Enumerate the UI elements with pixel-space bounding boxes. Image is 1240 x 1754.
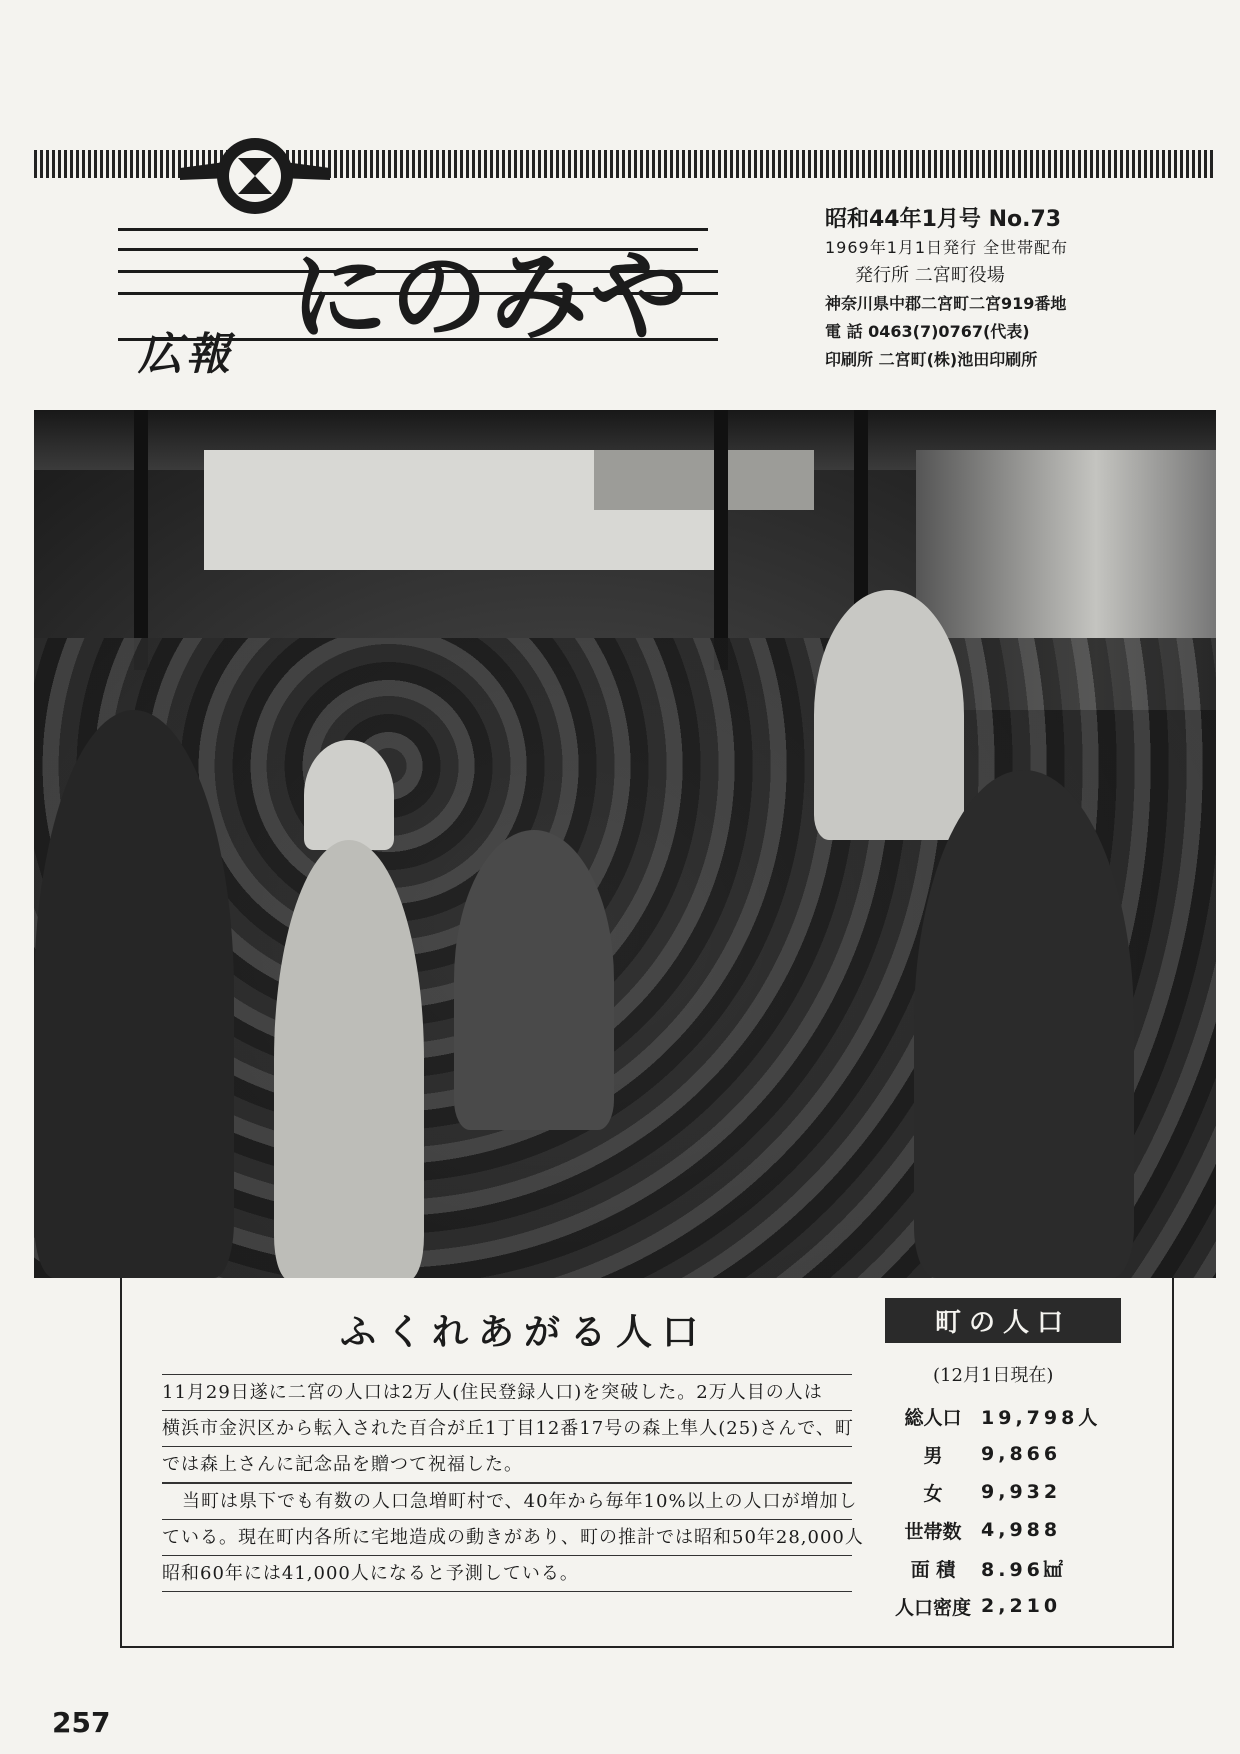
population-as-of: (12月1日現在) <box>933 1365 1054 1386</box>
publisher-phone: 電 話 0463(7)0767(代表) <box>825 322 1030 341</box>
article-body <box>162 1374 864 1592</box>
article-headline: ふくれあがる人口 <box>340 1311 709 1353</box>
population-label: 人口密度 <box>894 1596 971 1619</box>
issue-info <box>825 206 1215 374</box>
population-panel <box>885 1298 1155 1625</box>
population-row <box>885 1511 1155 1549</box>
population-value: 8.96㎢ <box>981 1558 1067 1581</box>
population-row <box>885 1435 1155 1473</box>
population-label: 総人口 <box>904 1406 962 1429</box>
population-label: 男 <box>923 1444 943 1467</box>
population-value: 9,866 <box>981 1443 1062 1465</box>
population-row <box>885 1587 1155 1625</box>
printer: 印刷所 二宮町(株)池田印刷所 <box>825 350 1038 369</box>
issue-date: 1969年1月1日発行 全世帯配布 <box>825 238 1069 257</box>
publisher-address: 神奈川県中郡二宮町二宮919番地 <box>825 294 1067 313</box>
article-paragraph <box>162 1483 864 1592</box>
article-line: 横浜市金沢区から転入された百合が丘1丁目12番17号の森上隼人(25)さんで、町 <box>162 1410 852 1446</box>
population-value: 2,210 <box>981 1595 1062 1617</box>
population-label: 女 <box>923 1482 943 1505</box>
population-label: 面 積 <box>910 1558 956 1581</box>
issue-number: 昭和44年1月号 No.73 <box>825 207 1062 232</box>
population-title: 町の人口 <box>885 1298 1121 1343</box>
population-value: 9,932 <box>981 1481 1062 1503</box>
station-crowd-photo <box>34 410 1216 1278</box>
population-row <box>885 1549 1155 1587</box>
article-line: 当町は県下でも有数の人口急増町村で、40年から毎年10%以上の人口が増加し <box>162 1483 852 1519</box>
masthead-title-small: 広報 <box>138 329 234 380</box>
population-label: 世帯数 <box>904 1520 962 1543</box>
page-number: 257 <box>52 1706 111 1739</box>
article-line: 11月29日遂に二宮の人口は2万人(住民登録人口)を突破した。2万人目の人は <box>162 1374 852 1410</box>
article-line: ている。現在町内各所に宅地造成の動きがあり、町の推計では昭和50年28,000人 <box>162 1519 852 1555</box>
masthead-title: にのみや <box>290 240 691 354</box>
publisher: 発行所 二宮町役場 <box>855 265 1005 286</box>
article-paragraph <box>162 1374 852 1483</box>
population-value: 4,988 <box>981 1519 1062 1541</box>
population-value: 19,798人 <box>981 1406 1102 1429</box>
population-row <box>885 1473 1155 1511</box>
article-line: では森上さんに記念品を贈つて祝福した。 <box>162 1446 852 1482</box>
population-row <box>885 1397 1155 1435</box>
town-emblem-icon <box>180 128 330 224</box>
article-line: 昭和60年には41,000人になると予測している。 <box>162 1555 852 1591</box>
